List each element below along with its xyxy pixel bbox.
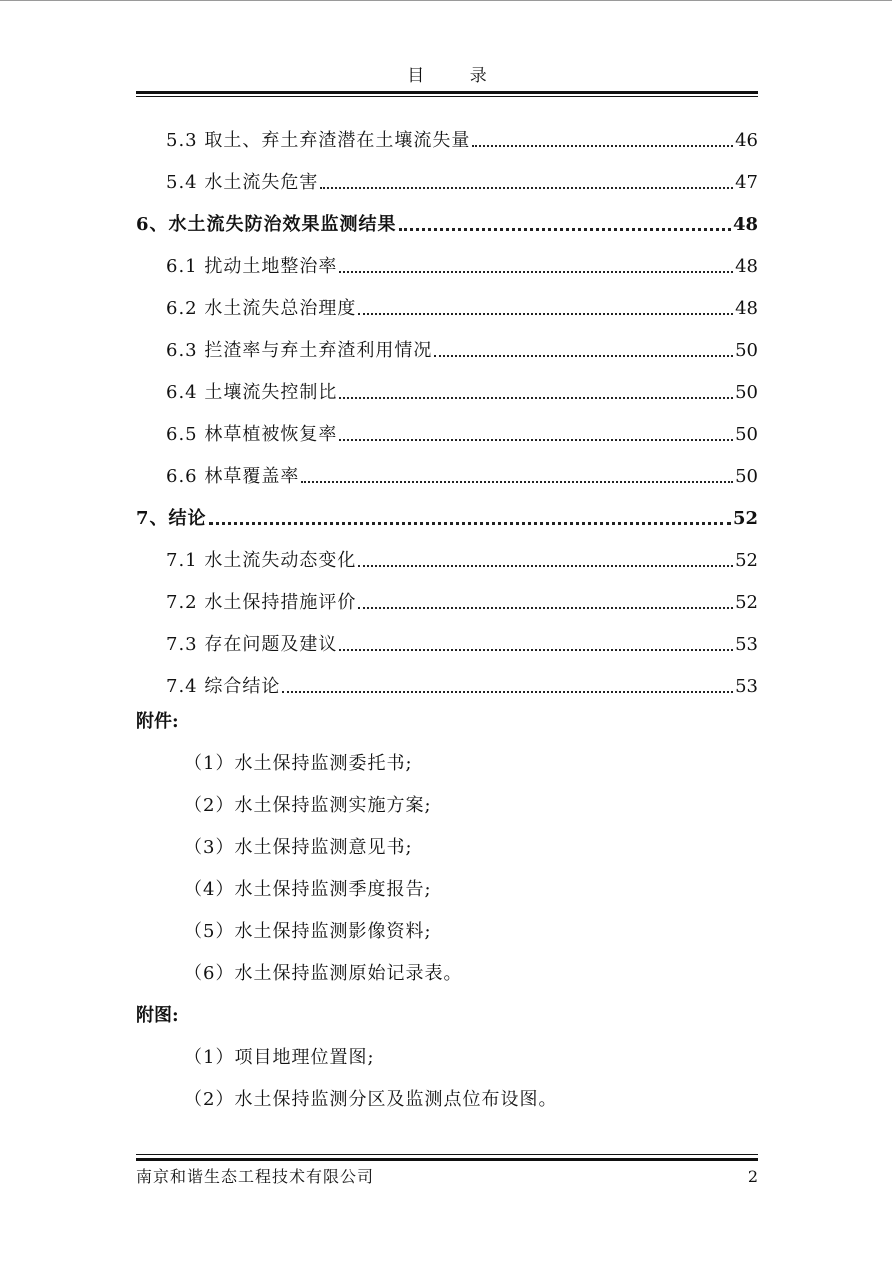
footer-rule-thin [136, 1154, 758, 1155]
figures-list [184, 1046, 557, 1130]
toc-dot-leader [358, 565, 733, 567]
attachment-item: （2）水土保持监测实施方案; [184, 795, 432, 816]
toc-entry[interactable] [136, 244, 758, 286]
toc-entry[interactable] [136, 370, 758, 412]
header-rule-thick [136, 91, 758, 94]
toc-entry-title: 6.2 水土流失总治理度 [166, 298, 357, 319]
toc-entry-page: 50 [735, 340, 758, 361]
toc-entry-page: 50 [735, 466, 758, 487]
toc-dot-leader [320, 187, 733, 189]
toc-entry[interactable] [136, 202, 758, 244]
toc-dot-leader [399, 228, 731, 231]
toc-entry-page: 50 [735, 382, 758, 403]
toc-entry[interactable] [136, 496, 758, 538]
toc-entry-page: 48 [732, 214, 758, 235]
toc-entry-title: 5.3 取土、弃土弃渣潜在土壤流失量 [166, 130, 471, 151]
toc-entry-title: 7.3 存在问题及建议 [166, 634, 338, 655]
toc-entry-page: 53 [735, 676, 758, 697]
toc-entry[interactable] [136, 328, 758, 370]
toc-entry-page: 48 [735, 298, 758, 319]
toc-entry-title: 7、结论 [136, 508, 207, 529]
header-rule-thin [136, 96, 758, 97]
attachment-item: （6）水土保持监测原始记录表。 [184, 963, 463, 984]
toc-dot-leader [339, 439, 733, 441]
footer-rule-thick [136, 1158, 758, 1161]
toc-entry-title: 7.2 水土保持措施评价 [166, 592, 357, 613]
toc-entry-page: 48 [735, 256, 758, 277]
toc-entry-title: 6.1 扰动土地整治率 [166, 256, 338, 277]
toc-entry[interactable] [136, 622, 758, 664]
toc-entry-title: 5.4 水土流失危害 [166, 172, 319, 193]
toc-entry-page: 53 [735, 634, 758, 655]
toc-entry-page: 50 [735, 424, 758, 445]
footer-company-name: 南京和谐生态工程技术有限公司 [136, 1167, 375, 1186]
toc-entry-page: 52 [732, 508, 758, 529]
toc-entry-page: 47 [735, 172, 758, 193]
toc-entry[interactable] [136, 160, 758, 202]
toc-dot-leader [209, 522, 731, 525]
attachment-item: （4）水土保持监测季度报告; [184, 879, 432, 900]
toc-dot-leader [339, 271, 733, 273]
toc-entry[interactable] [136, 580, 758, 622]
attachments-heading: 附件: [136, 711, 179, 732]
toc-entry-title: 6.3 拦渣率与弃土弃渣利用情况 [166, 340, 433, 361]
figure-item: （2）水土保持监测分区及监测点位布设图。 [184, 1089, 558, 1110]
toc-entry[interactable] [136, 118, 758, 160]
attachment-item: （1）水土保持监测委托书; [184, 753, 413, 774]
toc-dot-leader [339, 649, 733, 651]
figures-heading: 附图: [136, 1005, 179, 1026]
toc-entry-title: 6、水土流失防治效果监测结果 [136, 214, 397, 235]
toc-dot-leader [282, 691, 733, 693]
toc-dot-leader [434, 355, 733, 357]
attachment-item: （3）水土保持监测意见书; [184, 837, 413, 858]
toc-entry[interactable] [136, 286, 758, 328]
toc-entry[interactable] [136, 412, 758, 454]
toc-entry[interactable] [136, 538, 758, 580]
toc-dot-leader [301, 481, 733, 483]
attachments-list [184, 752, 462, 1004]
toc-dot-leader [339, 397, 733, 399]
toc-entry-title: 6.4 土壤流失控制比 [166, 382, 338, 403]
toc-entry-page: 52 [735, 550, 758, 571]
attachment-item: （5）水土保持监测影像资料; [184, 921, 432, 942]
toc-dot-leader [358, 607, 733, 609]
toc-entry-page: 52 [735, 592, 758, 613]
toc-entry[interactable] [136, 664, 758, 706]
toc-entry[interactable] [136, 454, 758, 496]
footer-page-number: 2 [747, 1167, 758, 1186]
toc-entry-title: 7.1 水土流失动态变化 [166, 550, 357, 571]
figure-item: （1）项目地理位置图; [184, 1047, 375, 1068]
toc-entry-page: 46 [735, 130, 758, 151]
toc-entry-title: 6.6 林草覆盖率 [166, 466, 300, 487]
page-header-title: 目 录 [407, 66, 507, 86]
toc-entry-title: 7.4 综合结论 [166, 676, 281, 697]
toc-dot-leader [358, 313, 733, 315]
page-top-border [0, 0, 892, 1]
toc-dot-leader [472, 145, 733, 147]
table-of-contents [136, 118, 758, 706]
toc-entry-title: 6.5 林草植被恢复率 [166, 424, 338, 445]
